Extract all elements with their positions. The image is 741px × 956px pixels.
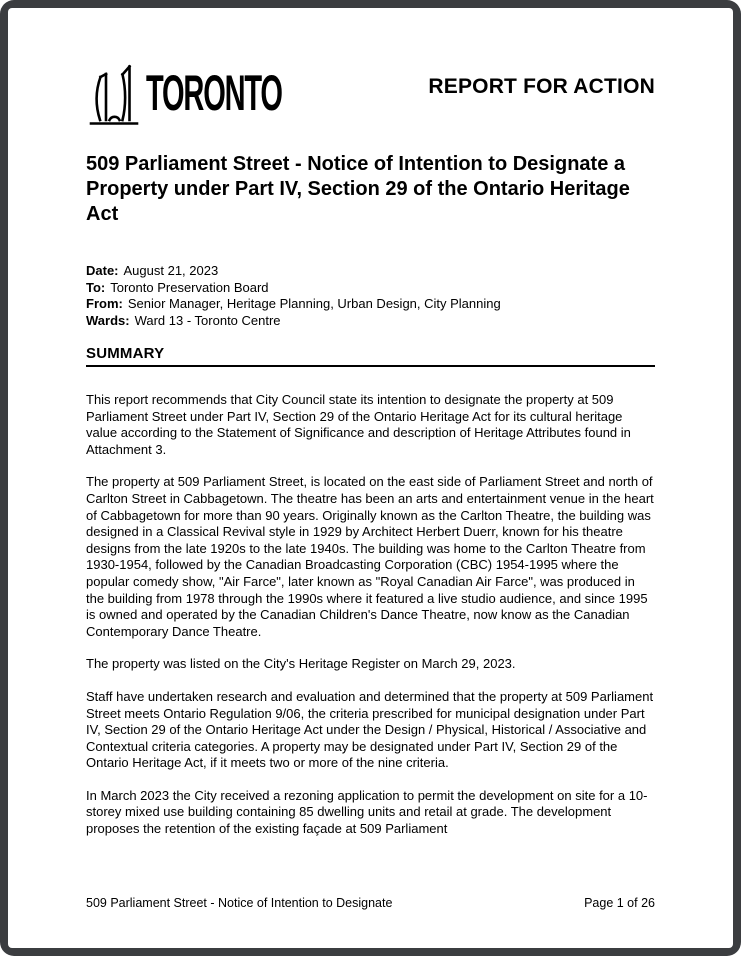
meta-value-to: Toronto Preservation Board	[110, 279, 269, 295]
meta-label-wards: Wards:	[86, 312, 130, 328]
summary-body	[86, 392, 655, 838]
meta-row-to	[86, 280, 655, 297]
document-header	[86, 62, 655, 130]
footer-document-title: 509 Parliament Street - Notice of Intention to Designate	[86, 896, 393, 910]
toronto-logo	[86, 62, 380, 128]
footer-page-number: Page 1 of 26	[584, 896, 655, 910]
toronto-wordmark: TORONTO	[146, 65, 282, 121]
summary-paragraph-1: This report recommends that City Council state its intention to designate the property at 509 Parliament Street under Part IV, Section 29 of the Ontario Heritage Act for its cultural heritage value according to the Statement of Significance and description of Heritage Attributes found in Attachment 3.	[86, 392, 631, 457]
summary-paragraph-4: Staff have undertaken research and evaluation and determined that the property at 509 Parliament Street meets Ontario Regulation 9/06, the criteria prescribed for municipal designation under Part IV, Section 29 of the Ontario Heritage Act under the Design / Physical, Historical / Associative and Contextual criteria categories. A property may be designated under Part IV, Section 29 of the Ontario Heritage Act, if it meets two or more of the nine criteria.	[86, 688, 654, 771]
report-meta-block	[86, 263, 655, 329]
report-type-label: REPORT FOR ACTION	[428, 75, 655, 98]
meta-value-wards: Ward 13 - Toronto Centre	[134, 312, 281, 328]
meta-label-from: From:	[86, 296, 123, 311]
meta-label-date: Date:	[86, 263, 119, 278]
page-title: 509 Parliament Street - Notice of Intention to Designate a Property under Part IV, Section 29 of the Ontario Heritage Act	[86, 153, 630, 225]
summary-paragraph-3: The property was listed on the City's Heritage Register on March 29, 2023.	[86, 656, 516, 672]
toronto-city-hall-icon	[86, 62, 142, 128]
meta-value-date: August 21, 2023	[123, 263, 219, 278]
summary-heading: SUMMARY	[86, 345, 655, 367]
page-footer	[86, 896, 655, 910]
meta-label-to: To:	[86, 279, 106, 295]
meta-row-from	[86, 296, 655, 313]
meta-value-from: Senior Manager, Heritage Planning, Urban Design, City Planning	[127, 296, 501, 311]
report-page	[8, 8, 733, 948]
meta-row-wards	[86, 313, 655, 330]
summary-paragraph-5: In March 2023 the City received a rezoning application to permit the development on site for a 10-storey mixed use building containing 85 dwelling units and retail at grade. The development proposes the retention of the existing façade at 509 Parliament	[86, 787, 648, 837]
meta-row-date	[86, 263, 655, 280]
summary-paragraph-2: The property at 509 Parliament Street, is located on the east side of Parliament Street and north of Carlton Street in Cabbagetown. The theatre has been an arts and entertainment venue in the heart of Cabbagetown for more than 90 years. Originally known as the Carlton Theatre, the building was designed in a Classical Revival style in 1929 by Architect Herbert Duerr, known for his theatre designs from the late 1920s to the late 1940s. The building was home to the Carlton Theatre from 1930-1954, followed by the Canadian Broadcasting Corporation (CBC) 1954-1995 where the popular comedy show, "Air Farce", later known as "Royal Canadian Air Farce", was produced in the building from 1978 through the 1990s where it featured a live studio audience, and since 1995 is owned and operated by the Canadian Children's Dance Theatre, now know as the Canadian Contemporary Dance Theatre.	[86, 474, 654, 639]
